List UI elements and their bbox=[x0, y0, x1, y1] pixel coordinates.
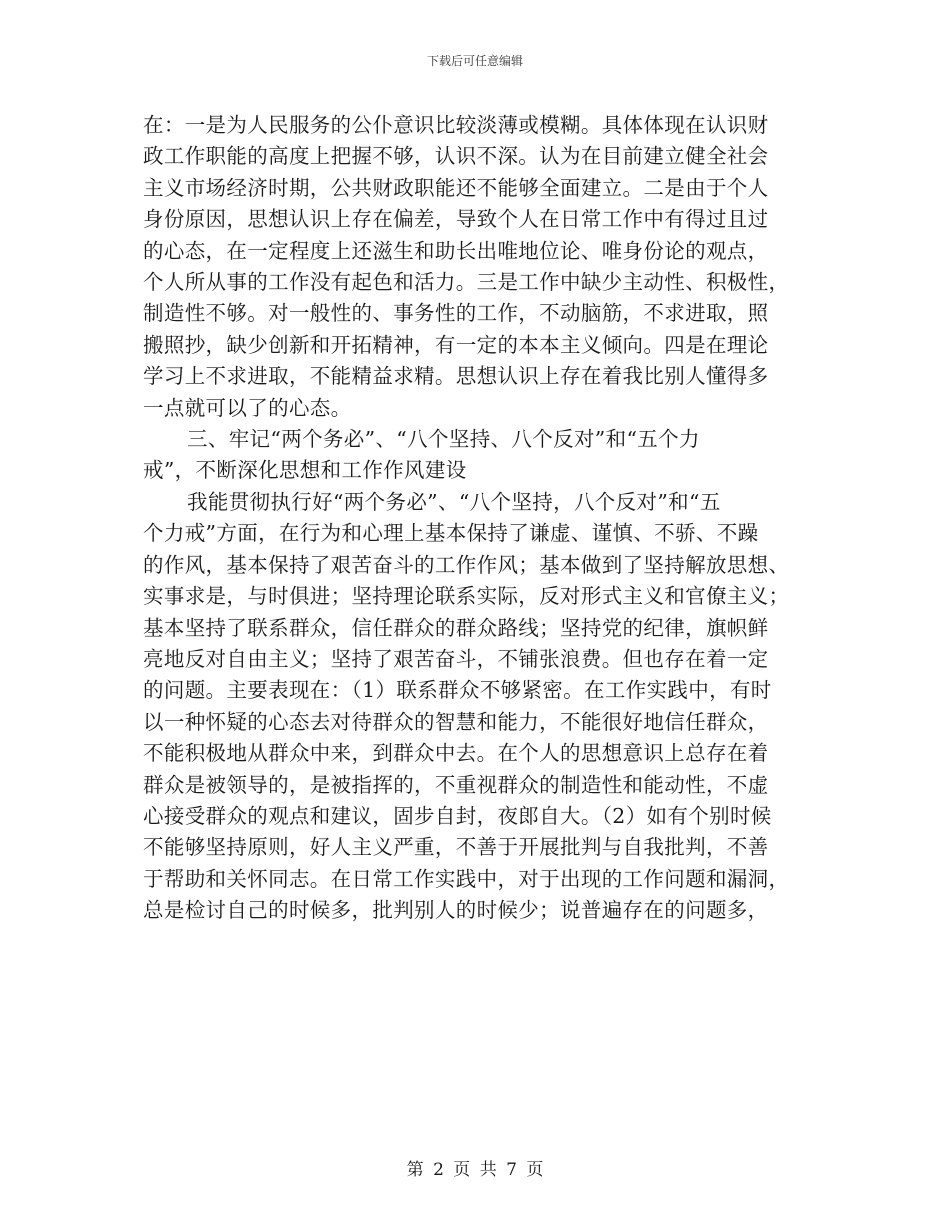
text-line: 身份原因，思想认识上存在偏差，导致个人在日常工作中有得过且过 bbox=[143, 207, 769, 232]
text-line: 于帮助和关怀同志。在日常工作实践中，对于出现的工作问题和漏洞， bbox=[143, 866, 790, 891]
page-number: 第 2 页 共 7 页 bbox=[406, 1160, 544, 1180]
text-line: 政工作职能的高度上把握不够，认识不深。认为在目前建立健全社会 bbox=[143, 144, 769, 169]
text-line: 总是检讨自己的时候多，批判别人的时候少；说普遍存在的问题多， bbox=[143, 898, 769, 923]
text-line: 一点就可以了的心态。 bbox=[143, 395, 352, 420]
page-header: 下载后可任意编辑 bbox=[426, 54, 523, 68]
text-line: 亮地反对自由主义；坚持了艰苦奋斗，不铺张浪费。但也存在着一定 bbox=[143, 646, 769, 671]
text-line: 主义市场经济时期，公共财政职能还不能够全面建立。二是由于个人 bbox=[143, 175, 769, 200]
text-line: 的作风，基本保持了艰苦奋斗的工作作风；基本做到了坚持解放思想、 bbox=[143, 552, 790, 577]
section-heading-line: 三、牢记“两个务必”、“八个坚持、八个反对”和“五个力 bbox=[187, 427, 700, 452]
document-body bbox=[143, 110, 808, 927]
text-line: 个人所从事的工作没有起色和活力。三是工作中缺少主动性、积极性， bbox=[143, 270, 790, 295]
paragraph-start-line: 我能贯彻执行好“两个务必”、“八个坚持，八个反对”和“五 bbox=[187, 489, 721, 514]
text-line: 不能够坚持原则，好人主义严重，不善于开展批判与自我批判，不善 bbox=[143, 835, 769, 860]
text-line: 制造性不够。对一般性的、事务性的工作，不动脑筋，不求进取，照 bbox=[143, 301, 769, 326]
text-line: 以一种怀疑的心态去对待群众的智慧和能力，不能很好地信任群众， bbox=[143, 709, 769, 734]
text-line: 基本坚持了联系群众，信任群众的群众路线；坚持党的纪律，旗帜鲜 bbox=[143, 615, 769, 640]
text-line: 心接受群众的观点和建议，固步自封，夜郎自大。（2）如有个别时候 bbox=[143, 803, 772, 828]
text-line: 的心态，在一定程度上还滋生和助长出唯地位论、唯身份论的观点， bbox=[143, 238, 769, 263]
text-line: 个力戒”方面，在行为和心理上基本保持了谦虚、谨慎、不骄、不躁 bbox=[143, 521, 759, 546]
text-line: 学习上不求进取，不能精益求精。思想认识上存在着我比别人懂得多 bbox=[143, 364, 769, 389]
text-line: 群众是被领导的，是被指挥的，不重视群众的制造性和能动性，不虚 bbox=[143, 772, 769, 797]
section-heading-line: 戒”，不断深化思想和工作作风建设 bbox=[143, 458, 467, 483]
text-line: 不能积极地从群众中来，到群众中去。在个人的思想意识上总存在着 bbox=[143, 741, 769, 766]
text-line: 的问题。主要表现在：（1）联系群众不够紧密。在工作实践中，有时 bbox=[143, 678, 772, 703]
text-line: 在：一是为人民服务的公仆意识比较淡薄或模糊。具体体现在认识财 bbox=[143, 113, 769, 137]
text-line: 搬照抄，缺少创新和开拓精神，有一定的本本主义倾向。四是在理论 bbox=[143, 332, 769, 357]
text-line: 实事求是，与时俱进；坚持理论联系实际，反对形式主义和官僚主义； bbox=[143, 584, 790, 609]
